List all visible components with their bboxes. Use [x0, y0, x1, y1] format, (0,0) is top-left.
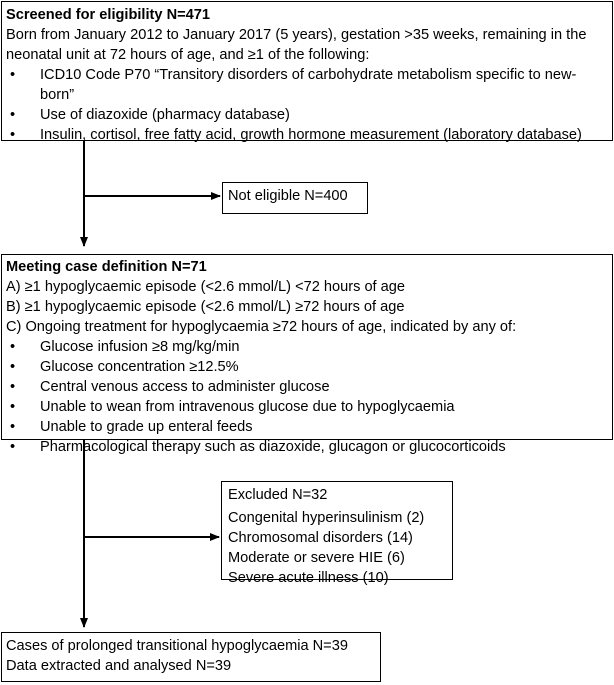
case-criterion: C) Ongoing treatment for hypoglycaemia ≥72 hours of age, indicated by any of: [6, 319, 517, 335]
bullet-marker: • [10, 67, 16, 83]
case-definition-box [1, 254, 613, 455]
screened-box [1, 1, 613, 141]
screened-bullet [6, 105, 608, 125]
not-eligible-box [222, 182, 368, 214]
case-criterion: A) ≥1 hypoglycaemic episode (<2.6 mmol/L) <72 hours of age [6, 279, 406, 295]
screened-bullet [6, 65, 608, 105]
bullet-marker: • [10, 419, 16, 435]
screened-bullet [6, 125, 608, 145]
bullet-marker: • [10, 439, 16, 455]
bullet-marker: • [10, 127, 16, 143]
excluded-item: Severe acute illness (10) [228, 570, 389, 586]
case-bullet-text: Glucose concentration ≥12.5% [40, 359, 239, 375]
excluded-title: Excluded N=32 [228, 487, 328, 503]
excluded-item: Moderate or severe HIE (6) [228, 550, 405, 566]
screened-bullet-text: Use of diazoxide (pharmacy database) [40, 107, 290, 123]
screened-bullet-text: born” [40, 87, 75, 103]
case-bullet [6, 377, 608, 397]
case-bullet [6, 437, 608, 457]
bullet-marker: • [10, 359, 16, 375]
excluded-item: Congenital hyperinsulinism (2) [228, 510, 425, 526]
case-bullet-text: Glucose infusion ≥8 mg/kg/min [40, 339, 240, 355]
excluded-box [221, 481, 453, 586]
screened-bullet-text: Insulin, cortisol, free fatty acid, growth hormone measurement (laboratory database) [40, 127, 582, 143]
case-bullet [6, 337, 608, 357]
screened-bullet-text: ICD10 Code P70 “Transitory disorders of carbohydrate metabolism specific to new- [40, 67, 577, 83]
bullet-marker: • [10, 339, 16, 355]
case-bullet [6, 397, 608, 417]
final-cases-box [1, 632, 381, 682]
screened-intro-line: Born from January 2012 to January 2017 (5 years), gestation >35 weeks, remaining in the [6, 27, 587, 43]
case-bullet-text: Unable to wean from intravenous glucose due to hypoglycaemia [40, 399, 455, 415]
case-bullet-text: Unable to grade up enteral feeds [40, 419, 253, 435]
case-bullet-text: Central venous access to administer glucose [40, 379, 330, 395]
excluded-item: Chromosomal disorders (14) [228, 530, 413, 546]
bullet-marker: • [10, 107, 16, 123]
bullet-marker: • [10, 379, 16, 395]
screened-intro-line: neonatal unit at 72 hours of age, and ≥1 of the following: [6, 47, 370, 63]
final-cases-line: Cases of prolonged transitional hypoglycaemia N=39 [6, 638, 348, 654]
case-bullet-text: Pharmacological therapy such as diazoxide, glucagon or glucocorticoids [40, 439, 506, 455]
screened-title: Screened for eligibility N=471 [6, 7, 210, 23]
final-cases-line: Data extracted and analysed N=39 [6, 658, 232, 674]
not-eligible-label: Not eligible N=400 [228, 188, 348, 204]
bullet-marker: • [10, 399, 16, 415]
case-definition-title: Meeting case definition N=71 [6, 259, 207, 275]
case-bullet [6, 357, 608, 377]
case-criterion: B) ≥1 hypoglycaemic episode (<2.6 mmol/L) ≥72 hours of age [6, 299, 405, 315]
case-bullet [6, 417, 608, 437]
